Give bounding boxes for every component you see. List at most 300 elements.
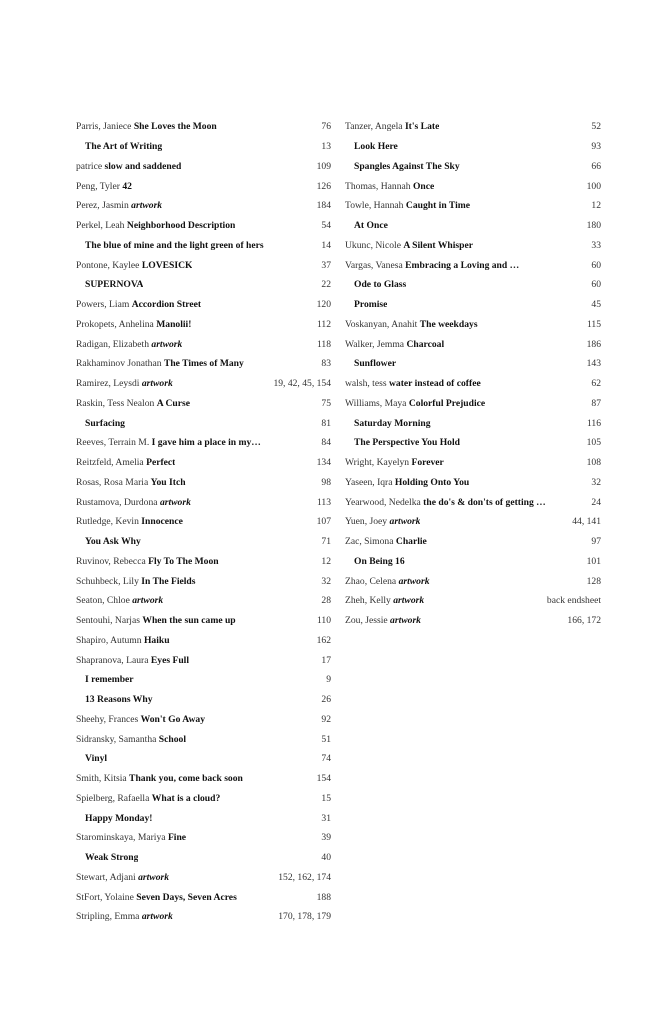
entry-pages: 98 xyxy=(321,476,331,488)
entry-author: Rutledge, Kevin xyxy=(76,516,139,528)
entry-title: Happy Monday! xyxy=(85,812,153,824)
entry-author: Voskanyan, Anahit xyxy=(345,318,418,330)
entry-text xyxy=(76,200,162,211)
entry-author: Stewart, Adjani xyxy=(76,871,136,883)
entry-author: Wright, Kayelyn xyxy=(345,457,410,469)
index-entry xyxy=(76,670,331,690)
index-entry xyxy=(345,216,601,236)
entry-text xyxy=(345,457,444,468)
entry-author: Zhao, Celena xyxy=(345,575,397,587)
entry-pages: 13 xyxy=(321,141,331,153)
entry-text xyxy=(76,753,107,764)
entry-text xyxy=(76,714,205,725)
entry-title: Holding Onto You xyxy=(394,476,470,488)
entry-title: Seven Days, Seven Acres xyxy=(136,891,237,903)
entry-title: Won't Go Away xyxy=(140,713,205,725)
entry-pages: 108 xyxy=(586,457,601,469)
index-entry xyxy=(76,710,331,730)
entry-pages: 154 xyxy=(316,773,331,785)
entry-pages: 152, 162, 174 xyxy=(278,871,331,883)
entry-title: Forever xyxy=(411,457,444,469)
entry-author: Ruvinov, Rebecca xyxy=(76,555,146,567)
entry-pages: 113 xyxy=(316,496,331,508)
index-entry xyxy=(76,611,331,631)
entry-text xyxy=(345,161,460,172)
entry-title: Spangles Against The Sky xyxy=(354,160,460,172)
entry-title: Eyes Full xyxy=(150,654,189,666)
index-entry xyxy=(345,433,601,453)
index-entry xyxy=(76,591,331,611)
entry-author: Yaseen, Iqra xyxy=(345,476,393,488)
entry-author: Rakhaminov Jonathan xyxy=(76,358,162,370)
entry-pages: 51 xyxy=(321,733,331,745)
entry-text xyxy=(345,516,420,527)
index-entry xyxy=(345,236,601,256)
entry-pages: 32 xyxy=(321,575,331,587)
entry-pages: 26 xyxy=(321,694,331,706)
index-entry xyxy=(345,334,601,354)
entry-title: water instead of coffee xyxy=(388,378,481,390)
entry-text xyxy=(76,497,191,508)
entry-title: 13 Reasons Why xyxy=(85,694,153,706)
index-entry xyxy=(345,157,601,177)
index-entry xyxy=(345,354,601,374)
entry-title: Once xyxy=(412,180,435,192)
entry-pages: 118 xyxy=(316,338,331,350)
entry-title: What is a cloud? xyxy=(151,792,221,804)
entry-author: Sidransky, Samantha xyxy=(76,733,157,745)
entry-title: artwork xyxy=(393,595,425,607)
index-entry xyxy=(76,868,331,888)
entry-author: walsh, tess xyxy=(345,378,387,390)
entry-author: Walker, Jemma xyxy=(345,338,405,350)
entry-text xyxy=(345,319,478,330)
index-entry xyxy=(345,176,601,196)
entry-text xyxy=(76,319,191,330)
index-entry xyxy=(76,690,331,710)
entry-title: The Times of Many xyxy=(163,358,244,370)
entry-author: Rustamova, Durdona xyxy=(76,496,158,508)
index-entry xyxy=(76,196,331,216)
entry-text xyxy=(345,477,469,488)
entry-text xyxy=(345,536,427,547)
entry-pages: 14 xyxy=(321,239,331,251)
entry-pages: 22 xyxy=(321,279,331,291)
entry-pages: 54 xyxy=(321,220,331,232)
entry-pages: 93 xyxy=(591,141,601,153)
entry-text xyxy=(76,615,236,626)
entry-text xyxy=(76,398,190,409)
entry-pages: 134 xyxy=(316,457,331,469)
entry-pages: 112 xyxy=(316,318,331,330)
entry-text xyxy=(76,674,134,685)
entry-text xyxy=(345,576,430,587)
entry-author: Reeves, Terrain M. xyxy=(76,437,150,449)
entry-text xyxy=(345,279,406,290)
entry-title: 42 xyxy=(122,180,132,192)
entry-text xyxy=(345,595,424,606)
entry-text xyxy=(345,240,473,251)
entry-text xyxy=(76,418,125,429)
entry-title: Neighborhood Description xyxy=(126,220,236,232)
entry-text xyxy=(76,457,175,468)
entry-author: Stripling, Emma xyxy=(76,911,140,923)
index-entry xyxy=(345,473,601,493)
index-entry xyxy=(345,571,601,591)
entry-pages: 109 xyxy=(316,160,331,172)
entry-text xyxy=(345,181,434,192)
entry-pages: 12 xyxy=(321,555,331,567)
index-entry xyxy=(76,769,331,789)
index-entry xyxy=(76,571,331,591)
entry-title: Innocence xyxy=(141,516,183,528)
entry-text xyxy=(76,358,244,369)
entry-title: slow and saddened xyxy=(104,160,182,172)
index-entry xyxy=(76,552,331,572)
entry-text xyxy=(76,279,143,290)
entry-title: Thank you, come back soon xyxy=(129,773,243,785)
entry-author: Yearwood, Nedelka xyxy=(345,496,421,508)
entry-title: artwork xyxy=(132,595,164,607)
index-entry xyxy=(76,374,331,394)
index-entry xyxy=(76,887,331,907)
index-entry xyxy=(76,137,331,157)
entry-pages: 33 xyxy=(591,239,601,251)
entry-author: Powers, Liam xyxy=(76,299,130,311)
index-entry xyxy=(76,907,331,927)
index-entry xyxy=(76,394,331,414)
entry-text xyxy=(345,378,481,389)
entry-pages: 83 xyxy=(321,358,331,370)
entry-pages: 75 xyxy=(321,397,331,409)
entry-author: Peng, Tyler xyxy=(76,180,120,192)
entry-title: Fine xyxy=(167,832,187,844)
entry-text xyxy=(345,339,444,350)
index-entry xyxy=(345,532,601,552)
entry-text xyxy=(345,121,439,132)
entry-title: Charlie xyxy=(395,536,427,548)
index-entry xyxy=(76,789,331,809)
index-entry xyxy=(76,433,331,453)
entry-title: Colorful Prejudice xyxy=(408,397,486,409)
entry-title: SUPERNOVA xyxy=(85,279,144,291)
entry-title: You Itch xyxy=(150,476,186,488)
entry-title: artwork xyxy=(141,911,173,923)
entry-pages: back endsheet xyxy=(546,595,601,607)
entry-pages: 60 xyxy=(591,279,601,291)
entry-pages: 100 xyxy=(586,180,601,192)
index-entry xyxy=(76,453,331,473)
entry-author: Perez, Jasmin xyxy=(76,200,129,212)
entry-title: I gave him a place in my… xyxy=(151,437,261,449)
entry-pages: 92 xyxy=(321,713,331,725)
entry-pages: 28 xyxy=(321,595,331,607)
entry-title: Vinyl xyxy=(85,753,108,765)
entry-title: Perfect xyxy=(146,457,176,469)
entry-author: Spielberg, Rafaella xyxy=(76,792,150,804)
entry-title: Ode to Glass xyxy=(354,279,407,291)
entry-author: StFort, Yolaine xyxy=(76,891,134,903)
entry-text xyxy=(345,200,470,211)
entry-title: Saturday Morning xyxy=(354,417,431,429)
entry-title: Fly To The Moon xyxy=(148,555,219,567)
entry-pages: 128 xyxy=(586,575,601,587)
entry-pages: 166, 172 xyxy=(567,615,601,627)
entry-text xyxy=(345,299,387,310)
entry-author: Radigan, Elizabeth xyxy=(76,338,149,350)
entry-text xyxy=(76,694,153,705)
entry-title: Sunflower xyxy=(354,358,397,370)
entry-pages: 44, 141 xyxy=(572,516,601,528)
entry-text xyxy=(76,477,186,488)
index-entry xyxy=(345,611,601,631)
entry-title: artwork xyxy=(389,516,421,528)
index-entry xyxy=(76,216,331,236)
entry-author: Reitzfeld, Amelia xyxy=(76,457,144,469)
entry-pages: 37 xyxy=(321,259,331,271)
entry-author: Thomas, Hannah xyxy=(345,180,411,192)
index-entry xyxy=(345,492,601,512)
entry-title: At Once xyxy=(354,220,388,232)
entry-title: When the sun came up xyxy=(142,615,236,627)
entry-author: Zheh, Kelly xyxy=(345,595,391,607)
entry-title: Look Here xyxy=(354,141,398,153)
entry-author: Rosas, Rosa Maria xyxy=(76,476,149,488)
entry-pages: 76 xyxy=(321,121,331,133)
entry-title: Accordion Street xyxy=(131,299,202,311)
entry-pages: 71 xyxy=(321,536,331,548)
index-entry xyxy=(76,315,331,335)
index-entry xyxy=(345,295,601,315)
entry-author: Vargas, Vanesa xyxy=(345,259,403,271)
entry-pages: 180 xyxy=(586,220,601,232)
entry-title: artwork xyxy=(151,338,183,350)
entry-title: A Silent Whisper xyxy=(403,239,474,251)
index-entry xyxy=(345,453,601,473)
index-entry xyxy=(76,650,331,670)
entry-pages: 84 xyxy=(321,437,331,449)
entry-author: Pontone, Kaylee xyxy=(76,259,140,271)
index-entry xyxy=(345,374,601,394)
entry-pages: 184 xyxy=(316,200,331,212)
entry-title: artwork xyxy=(138,871,170,883)
index-entry xyxy=(76,512,331,532)
entry-title: Caught in Time xyxy=(405,200,471,212)
entry-pages: 74 xyxy=(321,753,331,765)
entry-text xyxy=(76,437,261,448)
index-entry xyxy=(76,354,331,374)
entry-text xyxy=(76,832,186,843)
entry-title: artwork xyxy=(141,378,173,390)
entry-title: In The Fields xyxy=(141,575,196,587)
entry-text xyxy=(76,121,217,132)
entry-title: Embracing a Loving and … xyxy=(405,259,520,271)
entry-title: It's Late xyxy=(404,121,440,133)
entry-pages: 126 xyxy=(316,180,331,192)
entry-text xyxy=(76,595,163,606)
entry-author: Schuhbeck, Lily xyxy=(76,575,139,587)
entry-pages: 81 xyxy=(321,417,331,429)
entry-title: I remember xyxy=(85,674,134,686)
entry-title: Weak Strong xyxy=(85,852,139,864)
entry-title: The weekdays xyxy=(419,318,478,330)
entry-title: The Perspective You Hold xyxy=(354,437,460,449)
entry-author: Parris, Janiece xyxy=(76,121,132,133)
entry-text xyxy=(76,556,219,567)
entry-pages: 97 xyxy=(591,536,601,548)
index-entry xyxy=(345,591,601,611)
entry-text xyxy=(345,556,405,567)
entry-author: Ramirez, Leysdi xyxy=(76,378,140,390)
index-entry xyxy=(76,848,331,868)
entry-title: LOVESICK xyxy=(141,259,193,271)
entry-pages: 105 xyxy=(586,437,601,449)
entry-author: Starominskaya, Mariya xyxy=(76,832,166,844)
entry-text xyxy=(76,655,189,666)
entry-pages: 62 xyxy=(591,378,601,390)
entry-pages: 52 xyxy=(591,121,601,133)
entry-text xyxy=(76,892,237,903)
entry-text xyxy=(76,260,192,271)
index-entry xyxy=(345,137,601,157)
entry-text xyxy=(76,299,201,310)
entry-text xyxy=(76,516,183,527)
entry-pages: 31 xyxy=(321,812,331,824)
entry-text xyxy=(76,852,138,863)
entry-title: You Ask Why xyxy=(85,536,141,548)
index-entry xyxy=(345,196,601,216)
entry-text xyxy=(76,339,182,350)
entry-pages: 162 xyxy=(316,634,331,646)
index-entry xyxy=(76,295,331,315)
entry-pages: 60 xyxy=(591,259,601,271)
entry-text xyxy=(345,141,398,152)
entry-pages: 116 xyxy=(586,417,601,429)
entry-pages: 186 xyxy=(586,338,601,350)
entry-text xyxy=(345,615,421,626)
entry-pages: 19, 42, 45, 154 xyxy=(273,378,331,390)
index-entry xyxy=(76,157,331,177)
entry-author: Raskin, Tess Nealon xyxy=(76,397,155,409)
entry-text xyxy=(345,418,431,429)
entry-pages: 87 xyxy=(591,397,601,409)
entry-text xyxy=(345,398,485,409)
index-entry xyxy=(345,275,601,295)
entry-title: Manolii! xyxy=(156,318,192,330)
entry-title: Charcoal xyxy=(406,338,445,350)
index-entry xyxy=(76,808,331,828)
entry-pages: 15 xyxy=(321,792,331,804)
entry-text xyxy=(76,161,181,172)
entry-title: She Loves the Moon xyxy=(133,121,217,133)
entry-pages: 24 xyxy=(591,496,601,508)
entry-pages: 115 xyxy=(586,318,601,330)
index-entry xyxy=(345,413,601,433)
entry-title: Haiku xyxy=(143,634,170,646)
entry-text xyxy=(76,378,173,389)
entry-author: patrice xyxy=(76,160,103,172)
entry-author: Seaton, Chloe xyxy=(76,595,130,607)
entry-title: School xyxy=(158,733,186,745)
index-entry xyxy=(76,334,331,354)
entry-text xyxy=(76,911,173,922)
index-column-left xyxy=(76,117,331,927)
entry-title: artwork xyxy=(159,496,191,508)
entry-author: Ukunc, Nicole xyxy=(345,239,401,251)
entry-pages: 45 xyxy=(591,299,601,311)
index-entry xyxy=(76,176,331,196)
entry-title: artwork xyxy=(390,615,421,627)
index-entry xyxy=(76,236,331,256)
entry-pages: 188 xyxy=(316,891,331,903)
index-entry xyxy=(76,532,331,552)
entry-pages: 9 xyxy=(326,674,331,686)
entry-text xyxy=(345,358,396,369)
entry-author: Sentouhi, Narjas xyxy=(76,615,140,627)
entry-text xyxy=(76,240,264,251)
entry-author: Smith, Kitsia xyxy=(76,773,127,785)
entry-title: The blue of mine and the light green of hers xyxy=(85,239,264,251)
index-entry xyxy=(76,729,331,749)
entry-pages: 32 xyxy=(591,476,601,488)
entry-pages: 40 xyxy=(321,852,331,864)
entry-text xyxy=(76,872,169,883)
entry-author: Zac, Simona xyxy=(345,536,394,548)
index-entry xyxy=(76,275,331,295)
entry-text xyxy=(76,734,186,745)
index-entry xyxy=(76,255,331,275)
entry-title: On Being 16 xyxy=(354,555,405,567)
entry-title: artwork xyxy=(131,200,163,212)
index-entry xyxy=(76,473,331,493)
index-entry xyxy=(345,117,601,137)
entry-author: Shapranova, Laura xyxy=(76,654,149,666)
entry-pages: 110 xyxy=(316,615,331,627)
entry-author: Shapiro, Autumn xyxy=(76,634,142,646)
index-entry xyxy=(76,828,331,848)
entry-title: the do's & don'ts of getting … xyxy=(423,496,546,508)
entry-title: artwork xyxy=(398,575,430,587)
entry-author: Zou, Jessie xyxy=(345,615,388,627)
entry-author: Towle, Hannah xyxy=(345,200,404,212)
index-entry xyxy=(345,394,601,414)
index-entry xyxy=(76,413,331,433)
entry-pages: 101 xyxy=(586,555,601,567)
index-entry xyxy=(345,512,601,532)
entry-text xyxy=(345,260,519,271)
entry-text xyxy=(76,220,235,231)
entry-text xyxy=(76,141,162,152)
entry-pages: 66 xyxy=(591,160,601,172)
index-entry xyxy=(76,492,331,512)
index-entry xyxy=(76,631,331,651)
index-entry xyxy=(345,552,601,572)
entry-title: The Art of Writing xyxy=(85,141,163,153)
entry-pages: 12 xyxy=(591,200,601,212)
entry-title: A Curse xyxy=(156,397,191,409)
entry-author: Williams, Maya xyxy=(345,397,407,409)
entry-title: Promise xyxy=(354,299,388,311)
entry-author: Sheehy, Frances xyxy=(76,713,139,725)
entry-text xyxy=(76,813,152,824)
index-entry xyxy=(76,117,331,137)
entry-pages: 39 xyxy=(321,832,331,844)
entry-text xyxy=(76,536,141,547)
entry-text xyxy=(76,576,196,587)
entry-text xyxy=(76,635,170,646)
entry-author: Prokopets, Anhelina xyxy=(76,318,154,330)
index-entry xyxy=(76,749,331,769)
